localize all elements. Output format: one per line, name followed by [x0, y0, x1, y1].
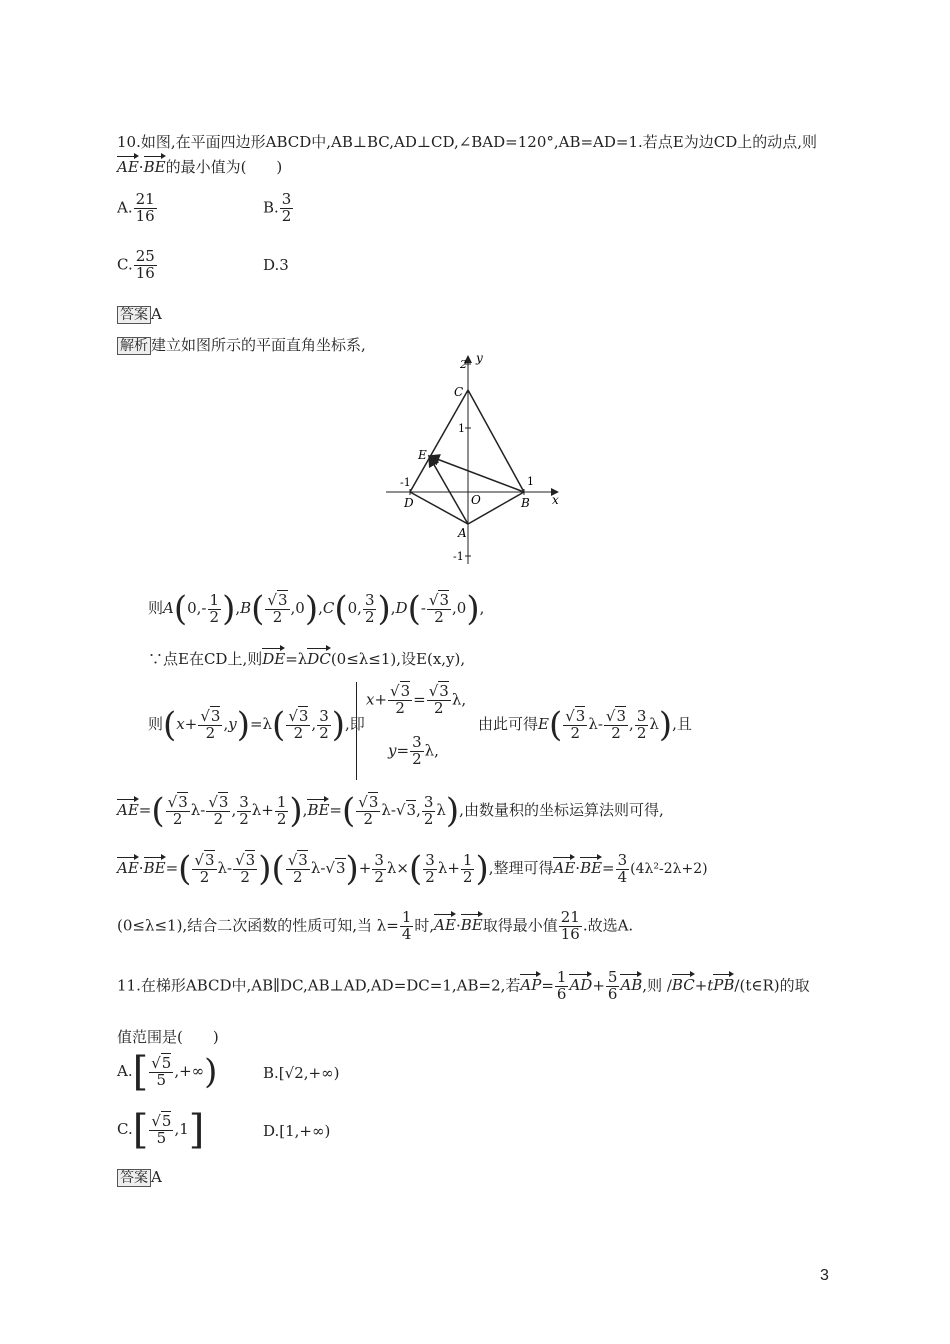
- q10-option-d: D.3: [263, 256, 289, 274]
- answer-tag: 答案: [117, 1169, 151, 1187]
- point-a-label: A: [458, 526, 467, 540]
- origin-label: O: [471, 493, 481, 507]
- q10-option-c: C. $\frac{25}{16}$: [117, 247, 155, 282]
- system-brace: [356, 682, 365, 780]
- answer-tag: 答案: [117, 306, 151, 324]
- q10-number: 10.: [117, 133, 141, 151]
- q10-stem-tail: 的最小值为( ): [165, 158, 283, 176]
- vector-be: [429, 456, 524, 492]
- q10-stem-line1: [117, 131, 817, 152]
- point-d-label: D: [404, 496, 414, 510]
- solution-vectors: AE=( $\frac{√3}{2}$ λ- $\frac{√3}{2}$ , $\frac{3}{2}$ λ+ $\frac{1}{2}$ ),BE=( $\frac{√3}{2}$ λ-√3, $\frac{3}{2}$ λ),由数量积的坐标运算法则可得,: [117, 791, 664, 831]
- axis-label-y: y: [476, 352, 483, 365]
- axis-label-x: x: [552, 493, 559, 507]
- analysis-tag: 解析: [117, 337, 151, 355]
- q10-option-a: A. $\frac{21}{16}$: [117, 190, 155, 225]
- system-eq1: x+ $\frac{√3}{2}$ = $\frac{√3}{2}$ λ,: [366, 682, 467, 717]
- quadrilateral-abcd: [410, 390, 524, 524]
- solution-e-coord: 由此可得E( $\frac{√3}{2}$ λ- $\frac{√3}{2}$ , $\frac{3}{2}$ λ),且: [478, 705, 692, 745]
- point-b-label: B: [521, 496, 530, 510]
- q11-stem-line2: 值范围是( ): [117, 1028, 219, 1046]
- solution-since: ∵点E在CD上,则DE=λDC(0≤λ≤1),设E(x,y),: [148, 646, 465, 669]
- tick-label-neg1-y: -1: [453, 550, 464, 563]
- solution-conclusion: (0≤λ≤1),结合二次函数的性质可知,当 λ= $\frac{1}{4}$ 时,AE·BE取得最小值 $\frac{21}{16}$ .故选A.: [117, 908, 634, 943]
- point-e-label: E: [418, 448, 427, 462]
- solution-coordinates: 则A(0,- $\frac{1}{2}$ ),B( $\frac{√3}{2}$ ,0),C(0, $\frac{3}{2}$ ),D(- $\frac{√3}{2}$ ,0),: [148, 589, 485, 629]
- tick-label-neg1-x: -1: [400, 476, 411, 489]
- system-eq2: y= $\frac{3}{2}$ λ,: [388, 733, 439, 768]
- q11-answer: 答案 A: [117, 1167, 162, 1187]
- solution-system-left: 则(x+ $\frac{√3}{2}$ ,y)=λ( $\frac{√3}{2}$ , $\frac{3}{2}$ ),即: [148, 705, 365, 745]
- tick-label-2: 2: [460, 358, 467, 371]
- q10-answer: 答案 A: [117, 304, 162, 324]
- tick-label-1-x: 1: [527, 475, 534, 488]
- q11-stem-line1: 11.在梯形ABCD中,AB∥DC,AB⊥AD,AD=DC=1,AB=2,若AP= $\frac{1}{6}$ AD+ $\frac{5}{6}$ AB,则 /BC+tPB/(t∈R)的取: [117, 968, 810, 1003]
- solution-dot-product: AE·BE=( $\frac{√3}{2}$ λ- $\frac{√3}{2}$ )( $\frac{√3}{2}$ λ-√3)+ $\frac{3}{2}$ λ×( $\frac{3}{2}$ λ+ $\frac{1}{2}$ ),整理可得AE·BE= $\frac{3}{4}$ (4λ²-2λ+2): [117, 849, 708, 889]
- q10-option-b: B. $\frac{3}{2}$: [263, 190, 292, 225]
- q11-number: 11.: [117, 976, 141, 995]
- point-c-label: C: [454, 385, 464, 399]
- q11-option-d: D.[1,+∞): [263, 1122, 331, 1140]
- q11-option-c: C.[ $\frac{√5}{5}$ ,1]: [117, 1107, 205, 1153]
- q11-option-a: A.[ $\frac{√5}{5}$ ,+∞): [117, 1049, 218, 1095]
- coordinate-figure: [380, 352, 570, 567]
- q10-stem-text: 如图,在平面四边形ABCD中,AB⊥BC,AD⊥CD,∠BAD=120°,AB=AD=1.若点E为边CD上的动点,则: [140, 133, 818, 151]
- q10-analysis: 解析 建立如图所示的平面直角坐标系,: [117, 334, 366, 355]
- q11-option-b: B.[√2,+∞): [263, 1064, 340, 1082]
- page-number: 3: [820, 1267, 829, 1284]
- tick-label-1-y: 1: [458, 422, 465, 435]
- q10-stem-line2: AE·BE的最小值为( ): [117, 154, 282, 177]
